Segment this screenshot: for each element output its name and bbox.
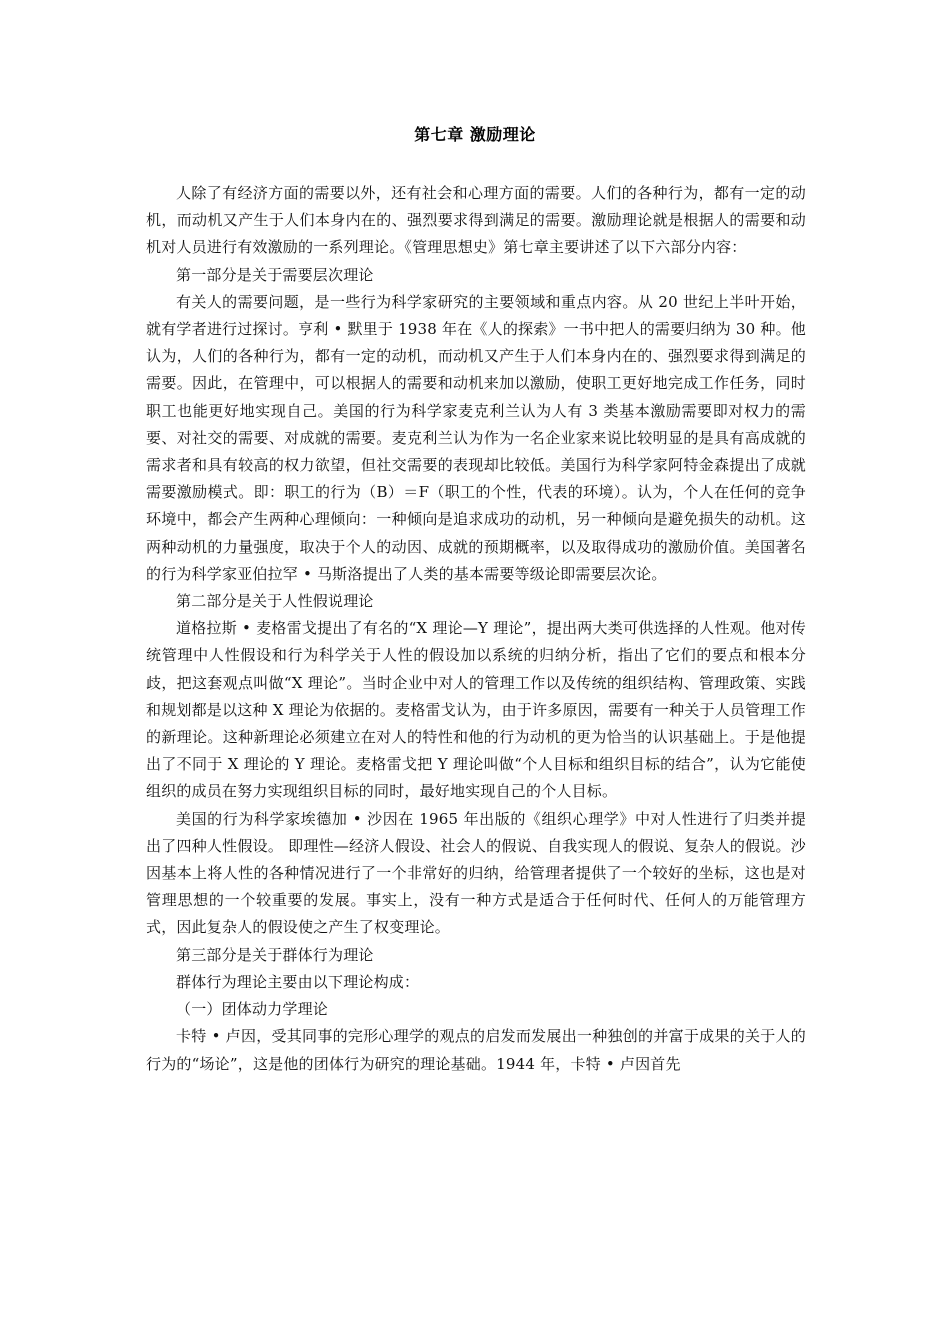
intro-paragraph: 人除了有经济方面的需要以外，还有社会和心理方面的需要。人们的各种行为，都有一定的动机，而动机又产生于人们本身内在的、强烈要求得到满足的需要。激励理论就是根据人的需要和动机对人员进行有效激励的一系列理论。《管理思想史》第七章主要讲述了以下六部分内容： xyxy=(146,184,806,257)
body-paragraph: 卡特 • 卢因，受其同事的完形心理学的观点的启发而发展出一种独创的并富于成果的关于人的行为的“场论”，这是他的团体行为研究的理论基础。1944 年，卡特 • 卢因首先 xyxy=(146,1027,806,1073)
body-paragraph: 美国的行为科学家埃德加 • 沙因在 1965 年出版的《组织心理学》中对人性进行了归类并提出了四种人性假设。 即理性—经济人假设、社会人的假说、自我实现人的假说、复杂人的假说。沙因基本上将人性的各种情况进行了一个非常好的归纳，给管理者提供了一个较好的坐标，这也是对管理思想的一个较重要的发展。事实上，没有一种方式是适合于任何时代、任何人的万能管理方式，因此复杂人的假设使之产生了权变理论。 xyxy=(146,809,806,937)
section-heading-part-one: 第一部分是关于需要层次理论 xyxy=(176,265,374,284)
body-paragraph: 有关人的需要问题，是一些行为科学家研究的主要领域和重点内容。从 20 世纪上半叶开始，就有学者进行过探讨。亨利 • 默里于 1938 年在《人的探索》一书中把人的需要归纳为 30 种。他认为，人们的各种行为，都有一定的动机，而动机又产生于人们本身内在的、强烈要求得到满足的需要。因此，在管理中，可以根据人的需要和动机来加以激励，使职工更好地完成工作任务，同时职工也能更好地实现自己。美国的行为科学家麦克利兰认为人有 3 类基本激励需要即对权力的需要、对社交的需要、对成就的需要。麦克利兰认为作为一名企业家来说比较明显的是具有高成就的需求者和具有较高的权力欲望，但社交需要的表现却比较低。美国行为科学家阿特金森提出了成就需要激励模式。即：职工的行为（B）＝F（职工的个性，代表的环境）。认为，个人在任何的竞争环境中，都会产生两种心理倾向：一种倾向是追求成功的动机，另一种倾向是避免损失的动机。这两种动机的力量强度，取决于个人的动因、成就的预期概率，以及取得成功的激励价值。美国著名的行为科学家亚伯拉罕 • 马斯洛提出了人类的基本需要等级论即需要层次论。 xyxy=(146,292,806,583)
body-paragraph: 群体行为理论主要由以下理论构成： xyxy=(176,972,420,991)
chapter-title: 第七章 激励理论 xyxy=(414,125,536,144)
section-heading-part-two: 第二部分是关于人性假说理论 xyxy=(176,592,374,611)
subsection-heading: （一）团体动力学理论 xyxy=(176,1000,329,1019)
section-heading-part-three: 第三部分是关于群体行为理论 xyxy=(176,945,374,964)
body-paragraph: 道格拉斯 • 麦格雷戈提出了有名的“X 理论—Y 理论”，提出两大类可供选择的人性观。他对传统管理中人性假设和行为科学关于人性的假设加以系统的归纳分析，指出了它们的要点和根本分歧，把这套观点叫做“X 理论”。当时企业中对人的管理工作以及传统的组织结构、管理政策、实践和规划都是以这种 X 理论为依据的。麦格雷戈认为，由于许多原因，需要有一种关于人员管理工作的新理论。这种新理论必须建立在对人的特性和他的行为动机的更为恰当的认识基础上。于是他提出了不同于 X 理论的 Y 理论。麦格雷戈把 Y 理论叫做“个人目标和组织目标的结合”，认为它能使组织的成员在努力实现组织目标的同时，最好地实现自己的个人目标。 xyxy=(146,619,806,801)
document-body xyxy=(146,180,806,1078)
